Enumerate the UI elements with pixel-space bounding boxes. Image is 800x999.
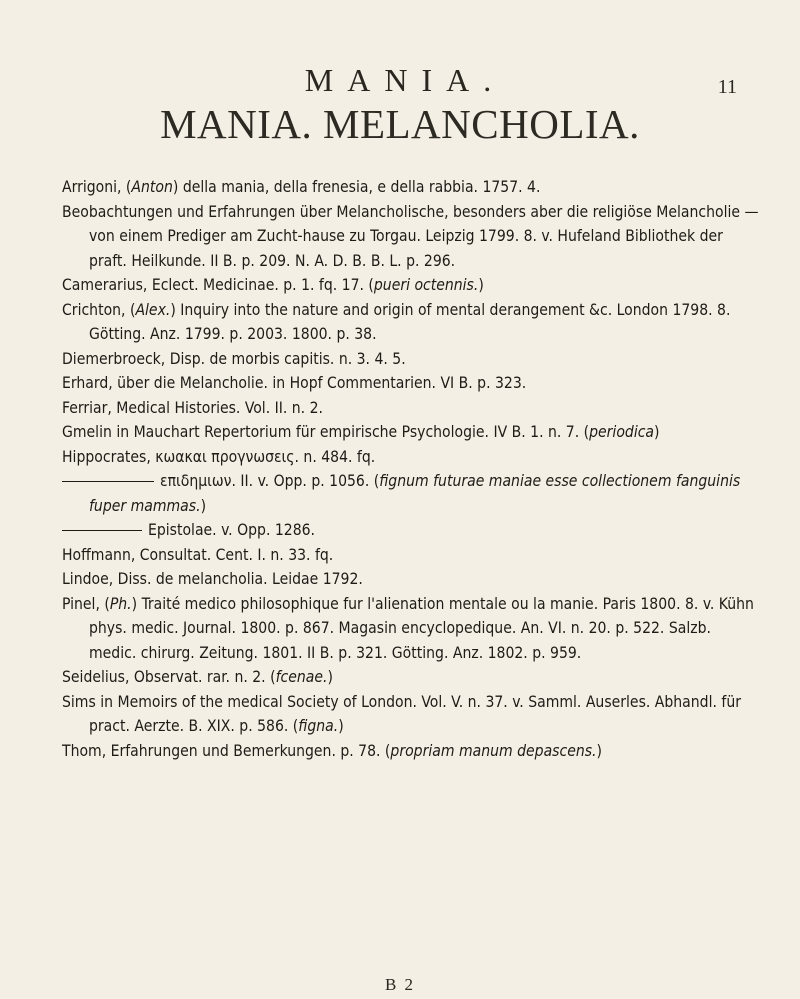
entry-text: ) della mania, della frenesia, e della rabbia. 1757. 4. [172,178,541,196]
entry-text: ) Traité medico philosophique fur l'alienation mentale ou la manie. Paris 1800. 8. v. Kühn phys. medic. Journal. 1800. p. 867. Magasin encyclopedique. An. VI. n. 20. p. 522. Salzb. medic. chirurg. Zeitung. 1801. II B. p. 321. Götting. Anz. 1802. p. 959. [89,594,754,662]
entry-text: Crichton, ( [62,300,136,319]
bibliography-entry [62,175,762,200]
page-number: 11 [717,76,737,98]
entry-text: ) [327,668,333,686]
entry-text: Seidelius, Observat. rar. n. 2. ( [62,668,276,686]
entry-italic-text: propriam manum depascens. [390,741,597,760]
entry-text: Ferriar, Medical Histories. Vol. II. n. 2. [62,398,323,417]
signature-mark: B 2 [384,975,416,994]
entry-text: ) [338,717,344,735]
entry-text: Epistolae. v. Opp. 1286. [148,521,316,539]
entry-italic-text: figna. [298,717,339,735]
entry-text: Hoffmann, Consultat. Cent. I. n. 33. fq. [62,545,334,564]
bibliography-entry [62,543,762,568]
entry-italic-text: pueri octennis. [373,276,479,294]
bibliography-entry [62,396,762,421]
bibliography-entry [62,445,762,470]
bibliography-entry [62,347,762,372]
entry-italic-text: fignum futurae maniae esse collectionem fanguinis fuper mammas. [89,472,741,515]
bibliography-entry [62,690,762,739]
entry-text: Pinel, ( [62,594,110,613]
entry-text: Beobachtungen und Erfahrungen über Melancholische, besonders aber die religiöse Melancholie — von einem Prediger am Zucht-hause zu Torgau. Leipzig 1799. 8. v. Hufeland Bibliothek der praft. Heilkunde. II B. p. 209. N. A. D. B. B. L. p. 296. [62,202,759,270]
bibliography-entry [62,592,762,666]
entry-text: ) [596,741,602,760]
bibliography-entry [62,469,762,518]
entry-text: ) Inquiry into the nature and origin of mental derangement &c. London 1798. 8. Götting. Anz. 1799. p. 2003. 1800. p. 38. [89,300,731,343]
entry-text: Sims in Memoirs of the medical Society of London. Vol. V. n. 37. v. Samml. Auserles. Abhandl. für pract. Aerzte. B. XIX. p. 586. ( [62,692,741,735]
bibliography-entry [62,567,762,592]
entry-text: ) [478,276,484,294]
entry-text: Arrigoni, ( [62,178,132,196]
bibliography-entry [62,420,762,445]
entry-text: Lindoe, Diss. de melancholia. Leidae 1792. [62,570,363,588]
bibliography-entry [62,518,762,543]
entry-text: Gmelin in Mauchart Repertorium für empirische Psychologie. IV B. 1. n. 7. ( [62,423,590,441]
bibliography-entry [62,273,762,298]
bibliography-entry [62,665,762,690]
entry-text: Camerarius, Eclect. Medicinae. p. 1. fq. 17. ( [62,276,374,294]
running-head [0,62,800,102]
ditto-dash [62,530,142,531]
entry-italic-text: Anton [131,178,173,196]
entry-text: Hippocrates, κωακαι προγνωσεις. n. 484. fq. [62,447,376,466]
ditto-dash [62,481,154,482]
bibliography-entry [62,200,762,274]
entry-text: ) [200,496,207,515]
running-title: MANIA. [304,62,506,98]
bibliography-entry [62,739,762,764]
entry-italic-text: Ph. [109,594,132,613]
entry-italic-text: fcenae. [275,668,328,686]
entry-italic-text: periodica [589,423,655,441]
bibliography-entry [62,371,762,396]
bibliography-entry [62,298,762,347]
entry-italic-text: Alex. [135,300,171,319]
bibliography-list [62,175,762,763]
entry-text: Diemerbroeck, Disp. de morbis capitis. n. 3. 4. 5. [62,349,406,368]
entry-text: επιδημιων. II. v. Opp. p. 1056. ( [160,472,380,490]
entry-text: ) [654,423,660,441]
entry-text: Erhard, über die Melancholie. in Hopf Commentarien. VI B. p. 323. [62,374,527,392]
chapter-title: MANIA. MELANCHOLIA. [160,101,640,147]
entry-text: Thom, Erfahrungen und Bemerkungen. p. 78. ( [62,741,391,760]
